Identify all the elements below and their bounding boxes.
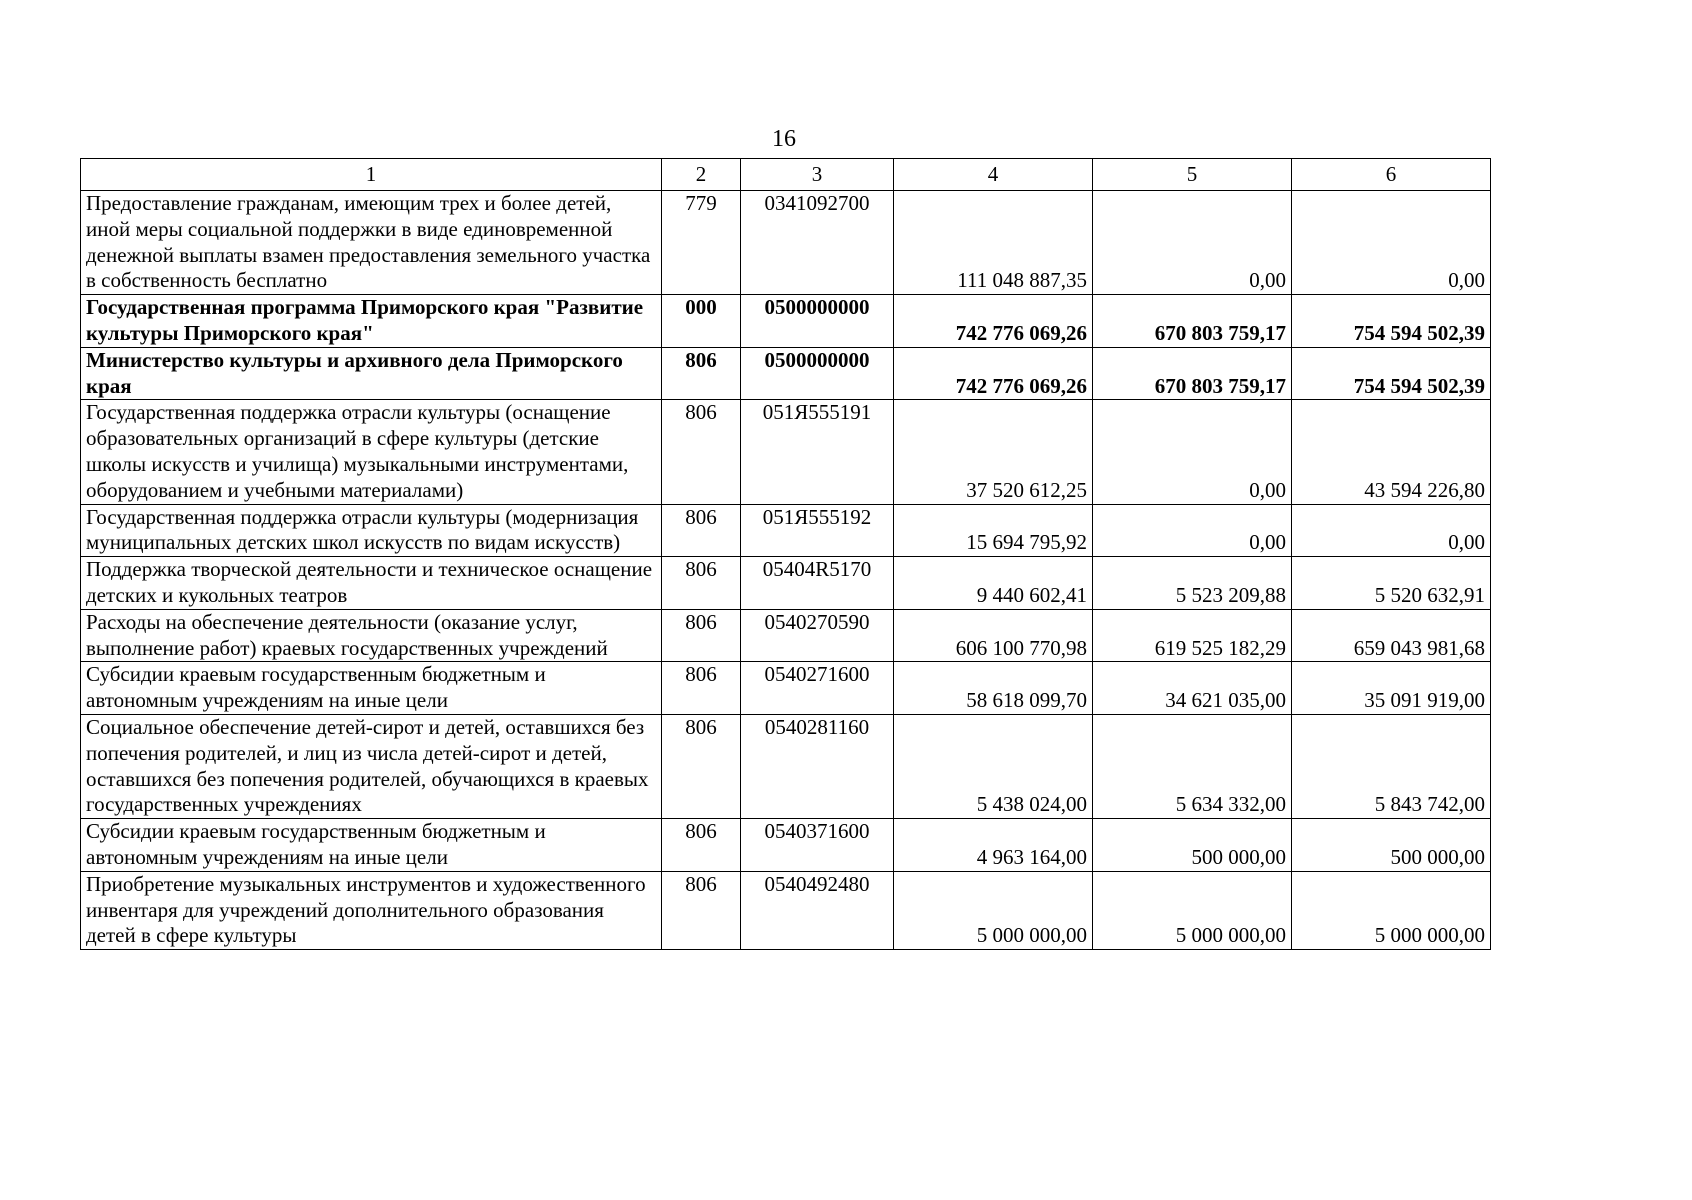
column-header-value-6: 6 — [1292, 159, 1491, 191]
column-header-name: 1 — [81, 159, 662, 191]
row-value-6-cell: 659 043 981,68 — [1292, 609, 1491, 662]
row-admin-code-cell: 806 — [662, 347, 741, 400]
row-name-cell: Предоставление гражданам, имеющим трех и более детей, иной меры социальной поддержки в виде единовременной денежной выплаты взамен предоставления земельного участка в собственность бесплатно — [81, 191, 662, 295]
row-value-5-cell: 5 634 332,00 — [1093, 714, 1292, 818]
row-admin-code-cell: 806 — [662, 662, 741, 715]
row-value-6-cell: 5 843 742,00 — [1292, 714, 1491, 818]
table-row — [81, 714, 1491, 818]
row-value-5-cell: 0,00 — [1093, 191, 1292, 295]
row-target-code-cell: 0540281160 — [741, 714, 894, 818]
row-target-code-cell: 0500000000 — [741, 295, 894, 348]
row-target-code-cell: 0540371600 — [741, 819, 894, 872]
row-value-4-cell: 58 618 099,70 — [894, 662, 1093, 715]
row-name-cell: Государственная программа Приморского края "Развитие культуры Приморского края" — [81, 295, 662, 348]
header-row — [81, 159, 1491, 191]
row-value-6-cell: 43 594 226,80 — [1292, 400, 1491, 504]
row-name-cell: Поддержка творческой деятельности и техническое оснащение детских и кукольных театров — [81, 557, 662, 610]
table-row — [81, 191, 1491, 295]
row-admin-code-cell: 806 — [662, 400, 741, 504]
row-target-code-cell: 0341092700 — [741, 191, 894, 295]
column-header-value-5: 5 — [1093, 159, 1292, 191]
table-row — [81, 295, 1491, 348]
table-row — [81, 557, 1491, 610]
table-row — [81, 819, 1491, 872]
row-value-6-cell: 35 091 919,00 — [1292, 662, 1491, 715]
row-admin-code-cell: 806 — [662, 871, 741, 949]
row-name-cell: Расходы на обеспечение деятельности (оказание услуг, выполнение работ) краевых государственных учреждений — [81, 609, 662, 662]
budget-table — [80, 158, 1491, 950]
row-value-4-cell: 606 100 770,98 — [894, 609, 1093, 662]
table-row — [81, 871, 1491, 949]
row-value-4-cell: 37 520 612,25 — [894, 400, 1093, 504]
row-value-6-cell: 754 594 502,39 — [1292, 295, 1491, 348]
table-row — [81, 662, 1491, 715]
row-value-5-cell: 5 000 000,00 — [1093, 871, 1292, 949]
row-value-5-cell: 500 000,00 — [1093, 819, 1292, 872]
row-name-cell: Субсидии краевым государственным бюджетным и автономным учреждениям на иные цели — [81, 662, 662, 715]
row-name-cell: Государственная поддержка отрасли культуры (оснащение образовательных организаций в сфере культуры (детские школы искусств и училища) музыкальными инструментами, оборудованием и учебными материалами) — [81, 400, 662, 504]
row-name-cell: Социальное обеспечение детей-сирот и детей, оставшихся без попечения родителей, и лиц из числа детей-сирот и детей, оставшихся без попечения родителей, обучающихся в краевых государственных учреждениях — [81, 714, 662, 818]
row-value-6-cell: 5 000 000,00 — [1292, 871, 1491, 949]
row-value-6-cell: 500 000,00 — [1292, 819, 1491, 872]
row-value-4-cell: 5 000 000,00 — [894, 871, 1093, 949]
row-value-5-cell: 0,00 — [1093, 400, 1292, 504]
table-row — [81, 609, 1491, 662]
row-value-4-cell: 4 963 164,00 — [894, 819, 1093, 872]
row-value-5-cell: 34 621 035,00 — [1093, 662, 1292, 715]
row-target-code-cell: 05404R5170 — [741, 557, 894, 610]
row-admin-code-cell: 806 — [662, 609, 741, 662]
row-value-4-cell: 742 776 069,26 — [894, 347, 1093, 400]
row-admin-code-cell: 806 — [662, 557, 741, 610]
row-value-5-cell: 0,00 — [1093, 504, 1292, 557]
row-value-5-cell: 619 525 182,29 — [1093, 609, 1292, 662]
row-value-6-cell: 5 520 632,91 — [1292, 557, 1491, 610]
row-value-4-cell: 111 048 887,35 — [894, 191, 1093, 295]
row-value-5-cell: 670 803 759,17 — [1093, 295, 1292, 348]
row-admin-code-cell: 806 — [662, 819, 741, 872]
row-target-code-cell: 0540271600 — [741, 662, 894, 715]
row-value-5-cell: 670 803 759,17 — [1093, 347, 1292, 400]
row-value-4-cell: 742 776 069,26 — [894, 295, 1093, 348]
row-value-4-cell: 15 694 795,92 — [894, 504, 1093, 557]
page-number: 16 — [772, 126, 796, 152]
row-value-6-cell: 0,00 — [1292, 504, 1491, 557]
row-admin-code-cell: 779 — [662, 191, 741, 295]
row-admin-code-cell: 806 — [662, 504, 741, 557]
table-row — [81, 400, 1491, 504]
row-value-5-cell: 5 523 209,88 — [1093, 557, 1292, 610]
row-value-6-cell: 754 594 502,39 — [1292, 347, 1491, 400]
row-target-code-cell: 051Я555192 — [741, 504, 894, 557]
row-admin-code-cell: 806 — [662, 714, 741, 818]
row-admin-code-cell: 000 — [662, 295, 741, 348]
table-row — [81, 504, 1491, 557]
row-name-cell: Государственная поддержка отрасли культуры (модернизация муниципальных детских школ искусств по видам искусств) — [81, 504, 662, 557]
table-row — [81, 347, 1491, 400]
row-name-cell: Приобретение музыкальных инструментов и художественного инвентаря для учреждений дополнительного образования детей в сфере культуры — [81, 871, 662, 949]
column-header-admin: 2 — [662, 159, 741, 191]
row-value-4-cell: 9 440 602,41 — [894, 557, 1093, 610]
row-name-cell: Субсидии краевым государственным бюджетным и автономным учреждениям на иные цели — [81, 819, 662, 872]
row-target-code-cell: 0540492480 — [741, 871, 894, 949]
row-target-code-cell: 0500000000 — [741, 347, 894, 400]
column-header-code: 3 — [741, 159, 894, 191]
row-value-4-cell: 5 438 024,00 — [894, 714, 1093, 818]
column-header-value-4: 4 — [894, 159, 1093, 191]
row-target-code-cell: 051Я555191 — [741, 400, 894, 504]
row-target-code-cell: 0540270590 — [741, 609, 894, 662]
row-value-6-cell: 0,00 — [1292, 191, 1491, 295]
row-name-cell: Министерство культуры и архивного дела Приморского края — [81, 347, 662, 400]
